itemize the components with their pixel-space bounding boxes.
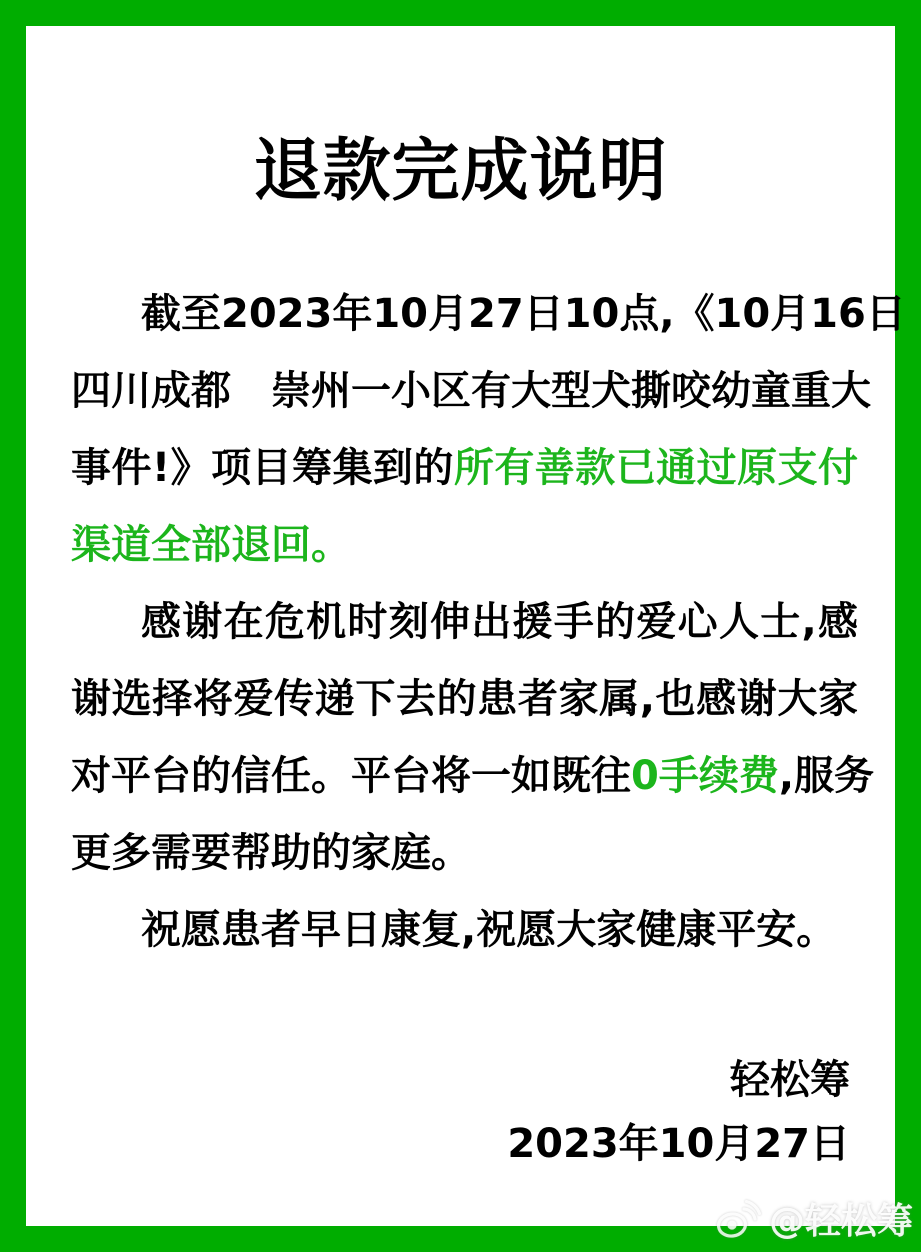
highlight-text: 0手续费 (631, 753, 779, 799)
body-text-segment: 祝愿患者早日康复,祝愿大家健康平安。 (141, 907, 837, 953)
body-line (71, 353, 871, 430)
body-line (71, 584, 858, 661)
notice-card (26, 26, 906, 1226)
weibo-watermark (715, 1193, 913, 1244)
notice-body (71, 276, 906, 969)
signature-name: 轻松筹 (730, 1057, 850, 1103)
body-text-segment: 截至2023年10月27日10点,《10月16日 (141, 291, 906, 337)
body-line (71, 892, 858, 969)
body-line (71, 815, 858, 892)
highlight-text: 所有善款已通过原支付 (453, 445, 859, 491)
body-line (71, 430, 858, 507)
body-line (71, 661, 858, 738)
body-text-segment: 对平台的信任。平台将一如既往 (71, 753, 631, 799)
watermark-handle: @轻松筹 (768, 1201, 913, 1242)
highlight-text: 渠道全部退回。 (71, 522, 351, 568)
body-text-segment: 谢选择将爱传递下去的患者家属,也感谢大家 (71, 676, 858, 722)
weibo-icon (715, 1199, 761, 1239)
body-line (71, 507, 858, 584)
body-text-segment: 事件!》项目筹集到的 (71, 445, 454, 491)
notice-title: 退款完成说明 (253, 132, 668, 211)
body-text-segment: 更多需要帮助的家庭。 (71, 830, 471, 876)
body-text-segment: 四川成都 崇州一小区有大型犬撕咬幼童重大 (71, 368, 871, 414)
body-text-segment: 感谢在危机时刻伸出援手的爱心人士,感 (141, 599, 858, 645)
body-line (71, 738, 875, 815)
body-line (71, 276, 906, 353)
body-text-segment: ,服务 (778, 753, 875, 799)
signature-block (507, 1048, 850, 1176)
signature-date: 2023年10月27日 (507, 1121, 850, 1167)
